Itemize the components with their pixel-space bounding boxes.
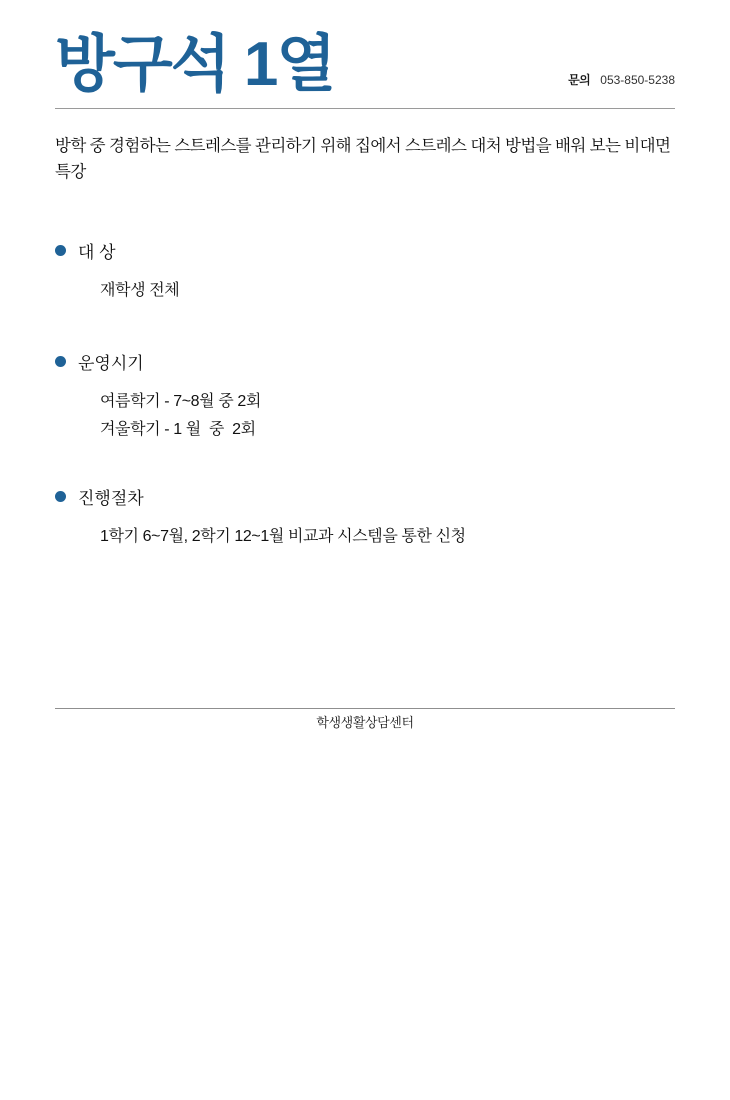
section-procedure-body (55, 523, 675, 551)
contact-label: 문의 (568, 73, 591, 87)
section-procedure-title: 진행절차 (78, 488, 144, 508)
footer-divider (55, 708, 675, 709)
body-line: 재학생 전체 (100, 281, 180, 299)
footer-organization: 학생생활상담센터 (316, 715, 414, 730)
body-line: 겨울학기 - 1 월 중 2회 (100, 420, 256, 438)
body-line: 여름학기 - 7~8월 중 2회 (100, 392, 261, 410)
section-schedule-body (55, 388, 675, 444)
detail-sections (55, 238, 675, 551)
program-logo-title: 방구석 1열 (55, 30, 335, 99)
section-schedule-head (55, 349, 675, 374)
bullet-icon (55, 245, 66, 256)
poster-header (55, 0, 675, 99)
bullet-icon (55, 491, 66, 502)
section-target (55, 238, 675, 305)
program-description: 방학 중 경험하는 스트레스를 관리하기 위해 집에서 스트레스 대처 방법을 배워 보는 비대면 특강 (55, 137, 671, 182)
contact-info (568, 71, 675, 96)
bullet-icon (55, 356, 66, 367)
section-target-body (55, 277, 675, 305)
section-target-title: 대 상 (78, 242, 116, 262)
header-divider (55, 108, 675, 109)
section-schedule-title: 운영시기 (78, 353, 144, 373)
section-procedure (55, 484, 675, 551)
contact-phone-number: 053-850-5238 (600, 73, 675, 87)
section-schedule (55, 349, 675, 444)
section-target-head (55, 238, 675, 263)
body-line: 1학기 6~7월, 2학기 12~1월 비교과 시스템을 통한 신청 (100, 527, 466, 545)
section-procedure-head (55, 484, 675, 509)
